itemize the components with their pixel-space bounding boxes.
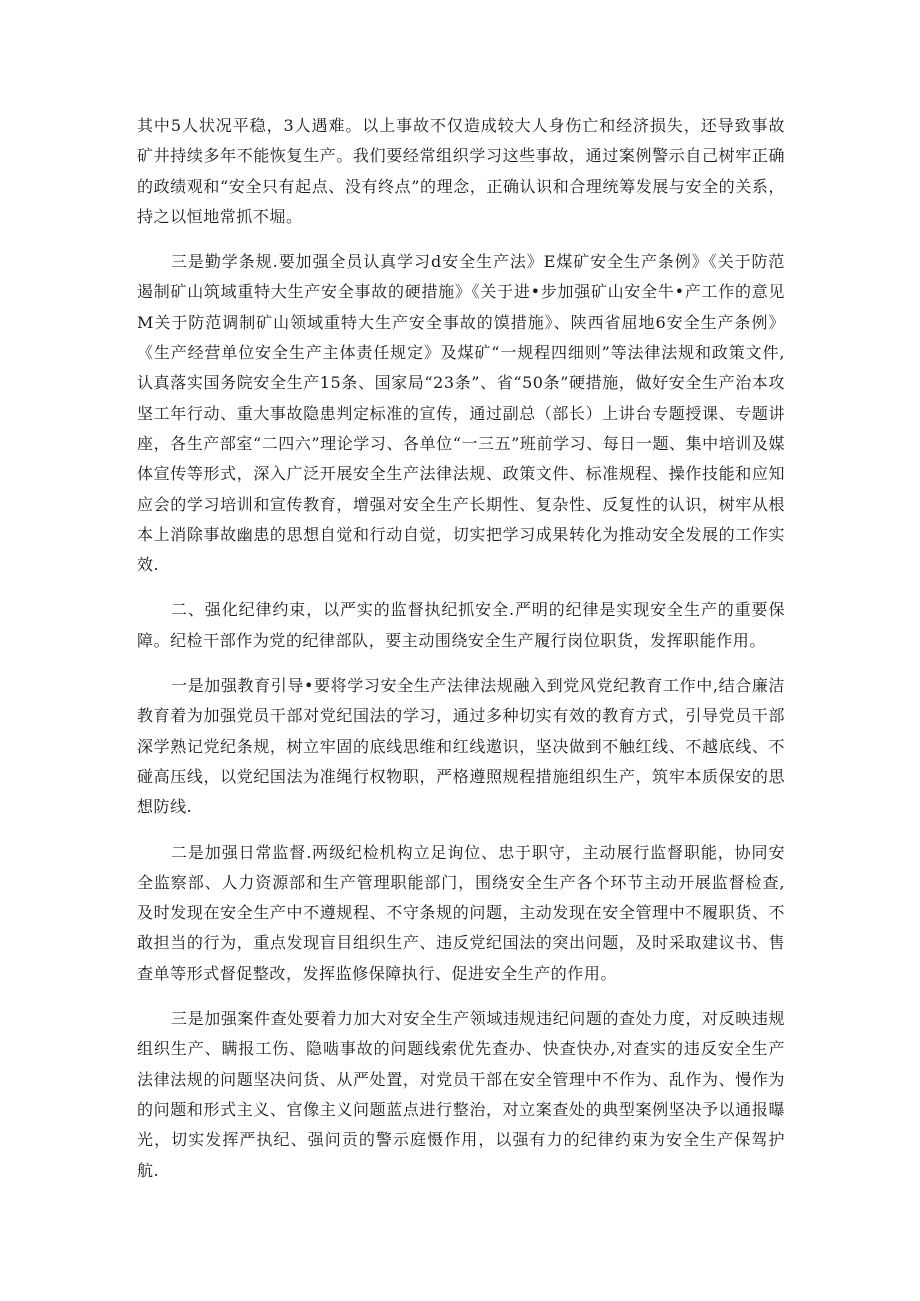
paragraph-6: 三是加强案件查处要着力加大对安全生产领域违规违纪问题的查处力度，对反映违规组织生产、瞒报工伤、隐啮事故的问题线索优先查办、快查快办,对查实的违反安全生产法律法规的问题坚决问货、从严处置，对党员干部在安全管理中不作为、乱作为、慢作为的问题和形式主义、官像主义问题蓝点进行整治，对立案查处的典型案例坚决予以通报曝光，切实发挥严执纪、强问贡的警示庭慑作用，以强有力的纪律约束为安全生产保驾护航.: [137, 1009, 785, 1180]
paragraph-1: 其中5人状况平稳，3人遇难。以上事故不仅造成较大人身伤亡和经济损失，还导致事故矿井持续多年不能恢复生产。我们要经常组织学习这些事故，通过案例警示自己树牢正确的政绩观和“安全只有起点、没有终点”的理念，正确认识和合理统筹发展与安全的关系，持之以恒地常抓不堀。: [137, 116, 785, 226]
document-body: [137, 111, 785, 1186]
paragraph-3: 二、强化纪律约束，以严实的监督执纪抓安全.严明的纪律是实现安全生产的重要保障。纪检干部作为党的纪律部队，要主动围绕安全生产履行岗位职货，发挥职能作用。: [137, 600, 785, 650]
paragraph-4: 一是加强教育引导•要将学习安全生产法律法规融入到党风党纪教育工作中,结合廉洁教育着为加强党员干部对党纪国法的学习，通过多种切实有效的教育方式，引导党员干部深学熟记党纪条规，树立牢固的底线思维和红线遨识，坚决做到不触红线、不越底线、不碰高压线，以党纪国法为准绳行权物职，严格遵照规程措施组织生产，筑牢本质保安的思想防线.: [137, 676, 785, 817]
paragraph-2: 三是勤学条规.要加强全员认真学习d安全生产法》E煤矿安全生产条例》《关于防范遏制矿山筑域重特大生产安全事故的硬措施》《关于进•步加强矿山安全牛•产工作的意见M关于防范调制矿山领域重特大生产安全事故的馍措施》、陕西省屈地6安全生产条例》《生产经营单位安全生产主体责任规定》及煤矿“一规程四细则”等法律法规和政策文件,认真落实国务院安全生产15条、国家局“23条”、省“50条”硬措施，做好安全生产治本攻坚工年行动、重大事故隐患判定标准的宣传，通过副总（部长）上讲台专题授课、专题讲座，各生产部室“二四六”理论学习、各单位“一三五”班前学习、每日一题、集中培训及媒体宣传等形式，深入广泛开展安全生产法律法规、政策文件、标准规程、操作技能和应知应会的学习培训和宣传教育，增强对安全生产长期性、复杂性、反复性的认识，树牢从根本上消除事故幽患的思想自觉和行动自觉，切实把学习成果转化为推动安全发展的工作实效.: [137, 252, 785, 575]
paragraph-5: 二是加强日常监督.两级纪检机构立足询位、忠于职守，主动展行监督职能，协同安全监察部、人力资源部和生产管理职能部门，围绕安全生产各个环节主动开展监督检查,及时发现在安全生产中不遵规程、不守条规的问题，主动发现在安全管理中不履职货、不敢担当的行为，重点发现盲目组织生产、违反党纪国法的突出问题，及时采取建议书、售查单等形式督促整改，发挥监修保障执行、促进安全生产的作用。: [137, 842, 785, 983]
